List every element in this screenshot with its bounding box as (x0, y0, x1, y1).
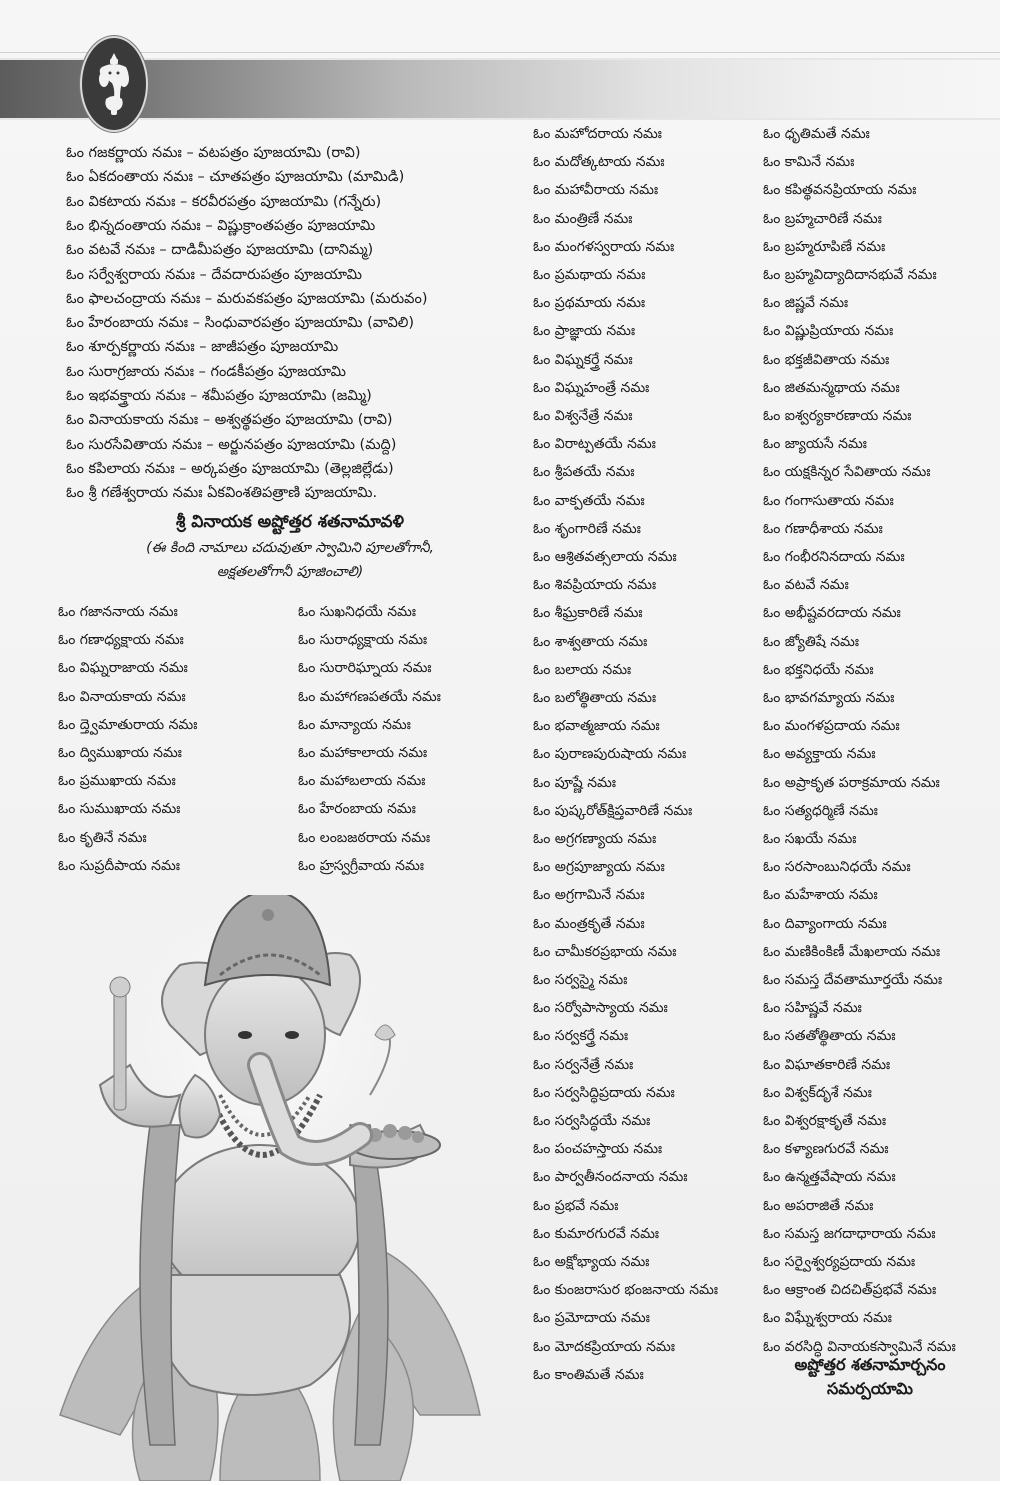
closing-line-2: సమర్పయామి (827, 1379, 913, 1398)
name-list-item: ఓం పుష్కరోత్‌క్షిప్తవారిణే నమః (533, 802, 693, 819)
name-list-item: ఓం అక్షోభ్యాయ నమః (533, 1254, 650, 1270)
name-list-item: ఓం మదోత్కటాయ నమః (533, 154, 665, 171)
name-list-item: ఓం వటవే నమః (763, 577, 849, 594)
name-list-item: ఓం చామీకరప్రభాయ నమః (533, 943, 677, 960)
name-list-item: ఓం యక్షకిన్నర సేవితాయ నమః (763, 464, 931, 481)
name-list-item: ఓం జిష్ణవే నమః (763, 295, 849, 312)
name-list-item: ఓం లంబజఠరాయ నమః (298, 829, 431, 846)
name-list-item: ఓం సర్వసిద్ధయే నమః (533, 1113, 651, 1129)
name-list-item: ఓం మహాకాలాయ నమః (298, 745, 428, 761)
name-list-item: ఓం విశ్వనేత్రే నమః (533, 408, 633, 424)
patra-puja-line: ఓం భిన్నదంతాయ నమః – విష్ణుక్రాంతపత్రం పూజయామి (66, 217, 376, 234)
name-list-item: ఓం విఘ్నహంత్రే నమః (533, 379, 650, 396)
name-list-item: ఓం ద్త్వెమాతురాయ నమః (58, 716, 198, 733)
name-list-item: ఓం ఉన్మత్తవేషాయ నమః (763, 1169, 896, 1186)
name-list-item: ఓం సుఖనిధయే నమః (298, 604, 416, 620)
name-list-item: ఓం కృతినే నమః (58, 829, 147, 846)
name-list-item: ఓం సత్యధర్మిణే నమః (763, 802, 878, 819)
name-list-item: ఓం బలోత్థితాయ నమః (533, 690, 657, 706)
name-list-item: ఓం సురాధ్యక్షాయ నమః (298, 632, 428, 649)
name-list-item: ఓం సుముఖాయ నమః (58, 801, 181, 818)
name-list-item: ఓం మహోదరాయ నమః (533, 126, 662, 142)
name-list-item: ఓం గంగాసుతాయ నమః (763, 492, 894, 509)
name-list-item: ఓం ప్రభవే నమః (533, 1197, 619, 1214)
name-list-item: ఓం ప్రముఖాయ నమః (58, 773, 176, 790)
name-list-item: ఓం అపరాజితే నమః (763, 1197, 874, 1214)
name-list-item: ఓం భవాత్మజాయ నమః (533, 718, 660, 735)
name-list-item: ఓం అగ్రపూజ్యాయ నమః (533, 859, 665, 876)
name-list-item: ఓం కుమారగురవే నమః (533, 1225, 660, 1242)
name-list-item: ఓం కాంతిమతే నమః (533, 1366, 644, 1383)
name-list-item: ఓం ద్విముఖాయ నమః (58, 745, 182, 761)
name-list-item: ఓం విఘాతకారిణే నమః (763, 1056, 891, 1073)
patra-puja-line: ఓం వికటాయ నమః – కరవీరపత్రం పూజయామి (గన్నేరు) (66, 193, 382, 210)
name-list-item: ఓం సరసాంబునిధయే నమః (763, 859, 911, 876)
name-list-item: ఓం అగ్రగణ్యాయ నమః (533, 831, 657, 847)
name-list-item: ఓం విఘ్నకర్త్రే నమః (533, 351, 633, 368)
patra-puja-line: ఓం ఏకదంతాయ నమః – చూతపత్రం పూజయామి (మామిడి) (66, 169, 405, 186)
name-list-item: ఓం మహాగణపతయే నమః (298, 688, 441, 705)
name-list-item: ఓం వాక్పతయే నమః (533, 492, 645, 509)
patra-puja-line: ఓం శ్రీ గణేశ్వరాయ నమః ఏకవింశతిపత్రాణి పూజయామి. (66, 485, 378, 502)
closing-line-1: అష్టోత్తర శతనామార్చనం (794, 1355, 946, 1374)
name-list-item: ఓం అవ్యక్తాయ నమః (763, 746, 876, 763)
name-list-item: ఓం సర్వకర్త్రే నమః (533, 1028, 629, 1045)
name-list-item: ఓం సర్వసిద్ధిప్రదాయ నమః (533, 1084, 675, 1101)
name-list-item: ఓం మంగళస్వరాయ నమః (533, 238, 675, 255)
name-list-item: ఓం కామినే నమః (763, 154, 855, 171)
name-list-item: ఓం మంత్రిణే నమః (533, 210, 633, 227)
name-list-item: ఓం సుప్రదీపాయ నమః (58, 857, 180, 874)
name-list-item: ఓం విరాట్పతయే నమః (533, 436, 656, 453)
patra-puja-line: ఓం వటవే నమః – దాడిమీపత్రం పూజయామి (దానిమ్మ) (66, 242, 374, 259)
name-list-item: ఓం మంత్రకృతే నమః (533, 915, 645, 932)
patra-puja-line: ఓం గజకర్ణాయ నమః – వటపత్రం పూజయామి (రావి) (66, 145, 361, 161)
name-list-item: ఓం సతతోత్థితాయ నమః (763, 1028, 896, 1045)
name-list-item: ఓం అభీష్టవరదాయ నమః (763, 605, 901, 622)
header-rule (0, 52, 1000, 53)
patra-puja-line: ఓం సురసేవితాయ నమః – అర్జునపత్రం పూజయామి (మద్ది) (66, 436, 397, 453)
name-list-item: ఓం ధృతిమతే నమః (763, 126, 870, 142)
name-list-item: ఓం గజాననాయ నమః (58, 604, 178, 620)
name-list-item: ఓం జ్యాయసే నమః (763, 436, 867, 453)
name-list-item: ఓం భక్తజీవితాయ నమః (763, 351, 890, 368)
name-list-item: ఓం మహేశాయ నమః (763, 887, 878, 904)
name-list-item: ఓం సర్వైశ్వర్యప్రదాయ నమః (763, 1254, 916, 1270)
name-list-item: ఓం విశ్వక్‌దృశే నమః (763, 1084, 872, 1101)
name-list-item: ఓం మంగళప్రదాయ నమః (763, 718, 900, 735)
patra-puja-line: ఓం వినాయకాయ నమః – అశ్వత్థపత్రం పూజయామి (రావి) (66, 412, 393, 429)
name-list-item: ఓం సర్వనేత్రే నమః (533, 1056, 634, 1073)
name-list-item: ఓం సురారిఘ్నాయ నమః (298, 660, 432, 677)
name-list-item: ఓం బ్రహ్మవిద్యాదిదానభువే నమః (763, 267, 937, 283)
patra-puja-line: ఓం కపిలాయ నమః – అర్కపత్రం పూజయామి (తెల్లజిల్లేడు) (66, 460, 394, 477)
name-list-item: ఓం అగ్రగామినే నమః (533, 887, 645, 904)
name-list-item: ఓం బ్రహ్మరూపిణే నమః (763, 238, 886, 255)
patra-puja-line: ఓం ఫాలచంద్రాయ నమః – మరువకపత్రం పూజయామి (మరువం) (66, 290, 428, 307)
patra-puja-line: ఓం హేరంబాయ నమః – సింధువారపత్రం పూజయామి (వావిలి) (66, 315, 415, 332)
name-list-item: ఓం దివ్యాంగాయ నమః (763, 915, 887, 932)
patra-puja-line: ఓం సురాగ్రజాయ నమః – గండకీపత్రం పూజయామి (66, 363, 346, 380)
name-list-item: ఓం వినాయకాయ నమః (58, 688, 186, 705)
name-list-item: ఓం ప్రమథాయ నమః (533, 267, 646, 283)
name-list-item: ఓం సమస్త జగదాధారాయ నమః (763, 1225, 936, 1242)
name-list-item: ఓం గణాధీశాయ నమః (763, 520, 883, 537)
name-list-item: ఓం శివప్రియాయ నమః (533, 577, 657, 594)
name-list-item: ఓం మహావీరాయ నమః (533, 182, 659, 199)
name-list-item: ఓం పురాణపురుషాయ నమః (533, 746, 687, 763)
name-list-item: ఓం సర్వస్మై నమః (533, 972, 628, 988)
name-list-item: ఓం శ్రీపతయే నమః (533, 464, 635, 481)
name-list-item: ఓం ఐశ్వర్యకారణాయ నమః (763, 408, 912, 424)
patra-puja-line: ఓం శూర్పకర్ణాయ నమః – జాజీపత్రం పూజయామి (66, 339, 339, 356)
name-list-item: ఓం జితమన్మథాయ నమః (763, 379, 900, 396)
name-list-item: ఓం ప్రమోదాయ నమః (533, 1310, 650, 1327)
name-list-item: ఓం శీఘ్రకారిణే నమః (533, 605, 643, 622)
name-list-item: ఓం బలాయ నమః (533, 661, 632, 678)
name-list-item: ఓం విష్ణుప్రియాయ నమః (763, 323, 894, 340)
name-list-item: ఓం మోదకప్రియాయ నమః (533, 1338, 675, 1355)
name-list-item: ఓం విఘ్నరాజాయ నమః (58, 660, 188, 677)
name-list-item: ఓం భావగమ్యాయ నమః (763, 690, 895, 706)
ashtottara-title: శ్రీ వినాయక అష్టోత్తర శతనామావళి (176, 512, 404, 532)
name-list-item: ఓం గంభీరనినదాయ నమః (763, 549, 905, 565)
name-list-item: ఓం మాన్యాయ నమః (298, 716, 411, 733)
name-list-item: ఓం విఘ్నేశ్వరాయ నమః (763, 1310, 892, 1327)
name-list-item: ఓం పూష్ణే నమః (533, 774, 616, 791)
ashtottara-subtitle-line2: అక్షతలతోగానీ పూజించాలి) (216, 564, 364, 580)
name-list-item: ఓం పార్వతీనందనాయ నమః (533, 1169, 688, 1186)
name-list-item: ఓం బ్రహ్మచారిణే నమః (763, 210, 882, 227)
name-list-item: ఓం శాశ్వతాయ నమః (533, 633, 648, 650)
name-list-item: ఓం సఖయే నమః (763, 831, 857, 847)
name-list-item: ఓం హేరంబాయ నమః (298, 801, 416, 818)
name-list-item: ఓం వరసిద్ధి వినాయకస్వామినే నమః (763, 1338, 956, 1355)
name-list-item: ఓం కపిత్థవనప్రియాయ నమః (763, 182, 917, 199)
patra-puja-line: ఓం ఇభవక్త్రాయ నమః – శమీపత్రం పూజయామి (జమ్మి) (66, 388, 372, 404)
name-list-item: ఓం మహాబలాయ నమః (298, 773, 426, 790)
patra-puja-line: ఓం సర్వేశ్వరాయ నమః – దేవదారుపత్రం పూజయామి (66, 266, 362, 283)
name-list-item: ఓం ప్రాజ్ఞాయ నమః (533, 323, 636, 340)
name-list-item: ఓం సహిష్ణవే నమః (763, 1000, 862, 1017)
name-list-item: ఓం హ్రస్వగ్రీవాయ నమః (298, 857, 424, 874)
name-list-item: ఓం విశ్వరక్షాకృతే నమః (763, 1113, 887, 1129)
name-list-item: ఓం కళ్యాణగురవే నమః (763, 1141, 889, 1158)
name-list-item: ఓం సర్వోపాస్యాయ నమః (533, 1000, 668, 1017)
name-list-item: ఓం సమస్త దేవతామూర్తయే నమః (763, 972, 943, 988)
ganesha-illustration-icon (20, 895, 520, 1481)
name-list-item: ఓం భక్తనిధయే నమః (763, 661, 874, 678)
header-band (0, 58, 1000, 120)
name-list-item: ఓం కుంజరాసుర భంజనాయ నమః (533, 1282, 718, 1299)
ganesha-logo-icon (80, 36, 148, 132)
name-list-item: ఓం ఆక్రాంత చిదచిత్‌ప్రభవే నమః (763, 1282, 937, 1299)
name-list-item: ఓం ఆశ్రితవత్సలాయ నమః (533, 549, 677, 565)
name-list-item: ఓం మణికింకిణీ మేఖలాయ నమః (763, 943, 941, 960)
name-list-item: ఓం పంచహస్తాయ నమః (533, 1141, 663, 1158)
name-list-item: ఓం అప్రాకృత పరాక్రమాయ నమః (763, 774, 940, 791)
name-list-item: ఓం గణాధ్యక్షాయ నమః (58, 632, 184, 649)
name-list-item: ఓం ప్రథమాయ నమః (533, 295, 646, 312)
ashtottara-subtitle-line1: (ఈ కింది నామాలు చదువుతూ స్వామిని పూలతోగానీ, (146, 540, 434, 556)
name-list-item: ఓం జ్యోతిషే నమః (763, 633, 859, 650)
ganesha-glyph-icon (92, 49, 136, 119)
name-list-item: ఓం శృంగారిణే నమః (533, 520, 641, 537)
